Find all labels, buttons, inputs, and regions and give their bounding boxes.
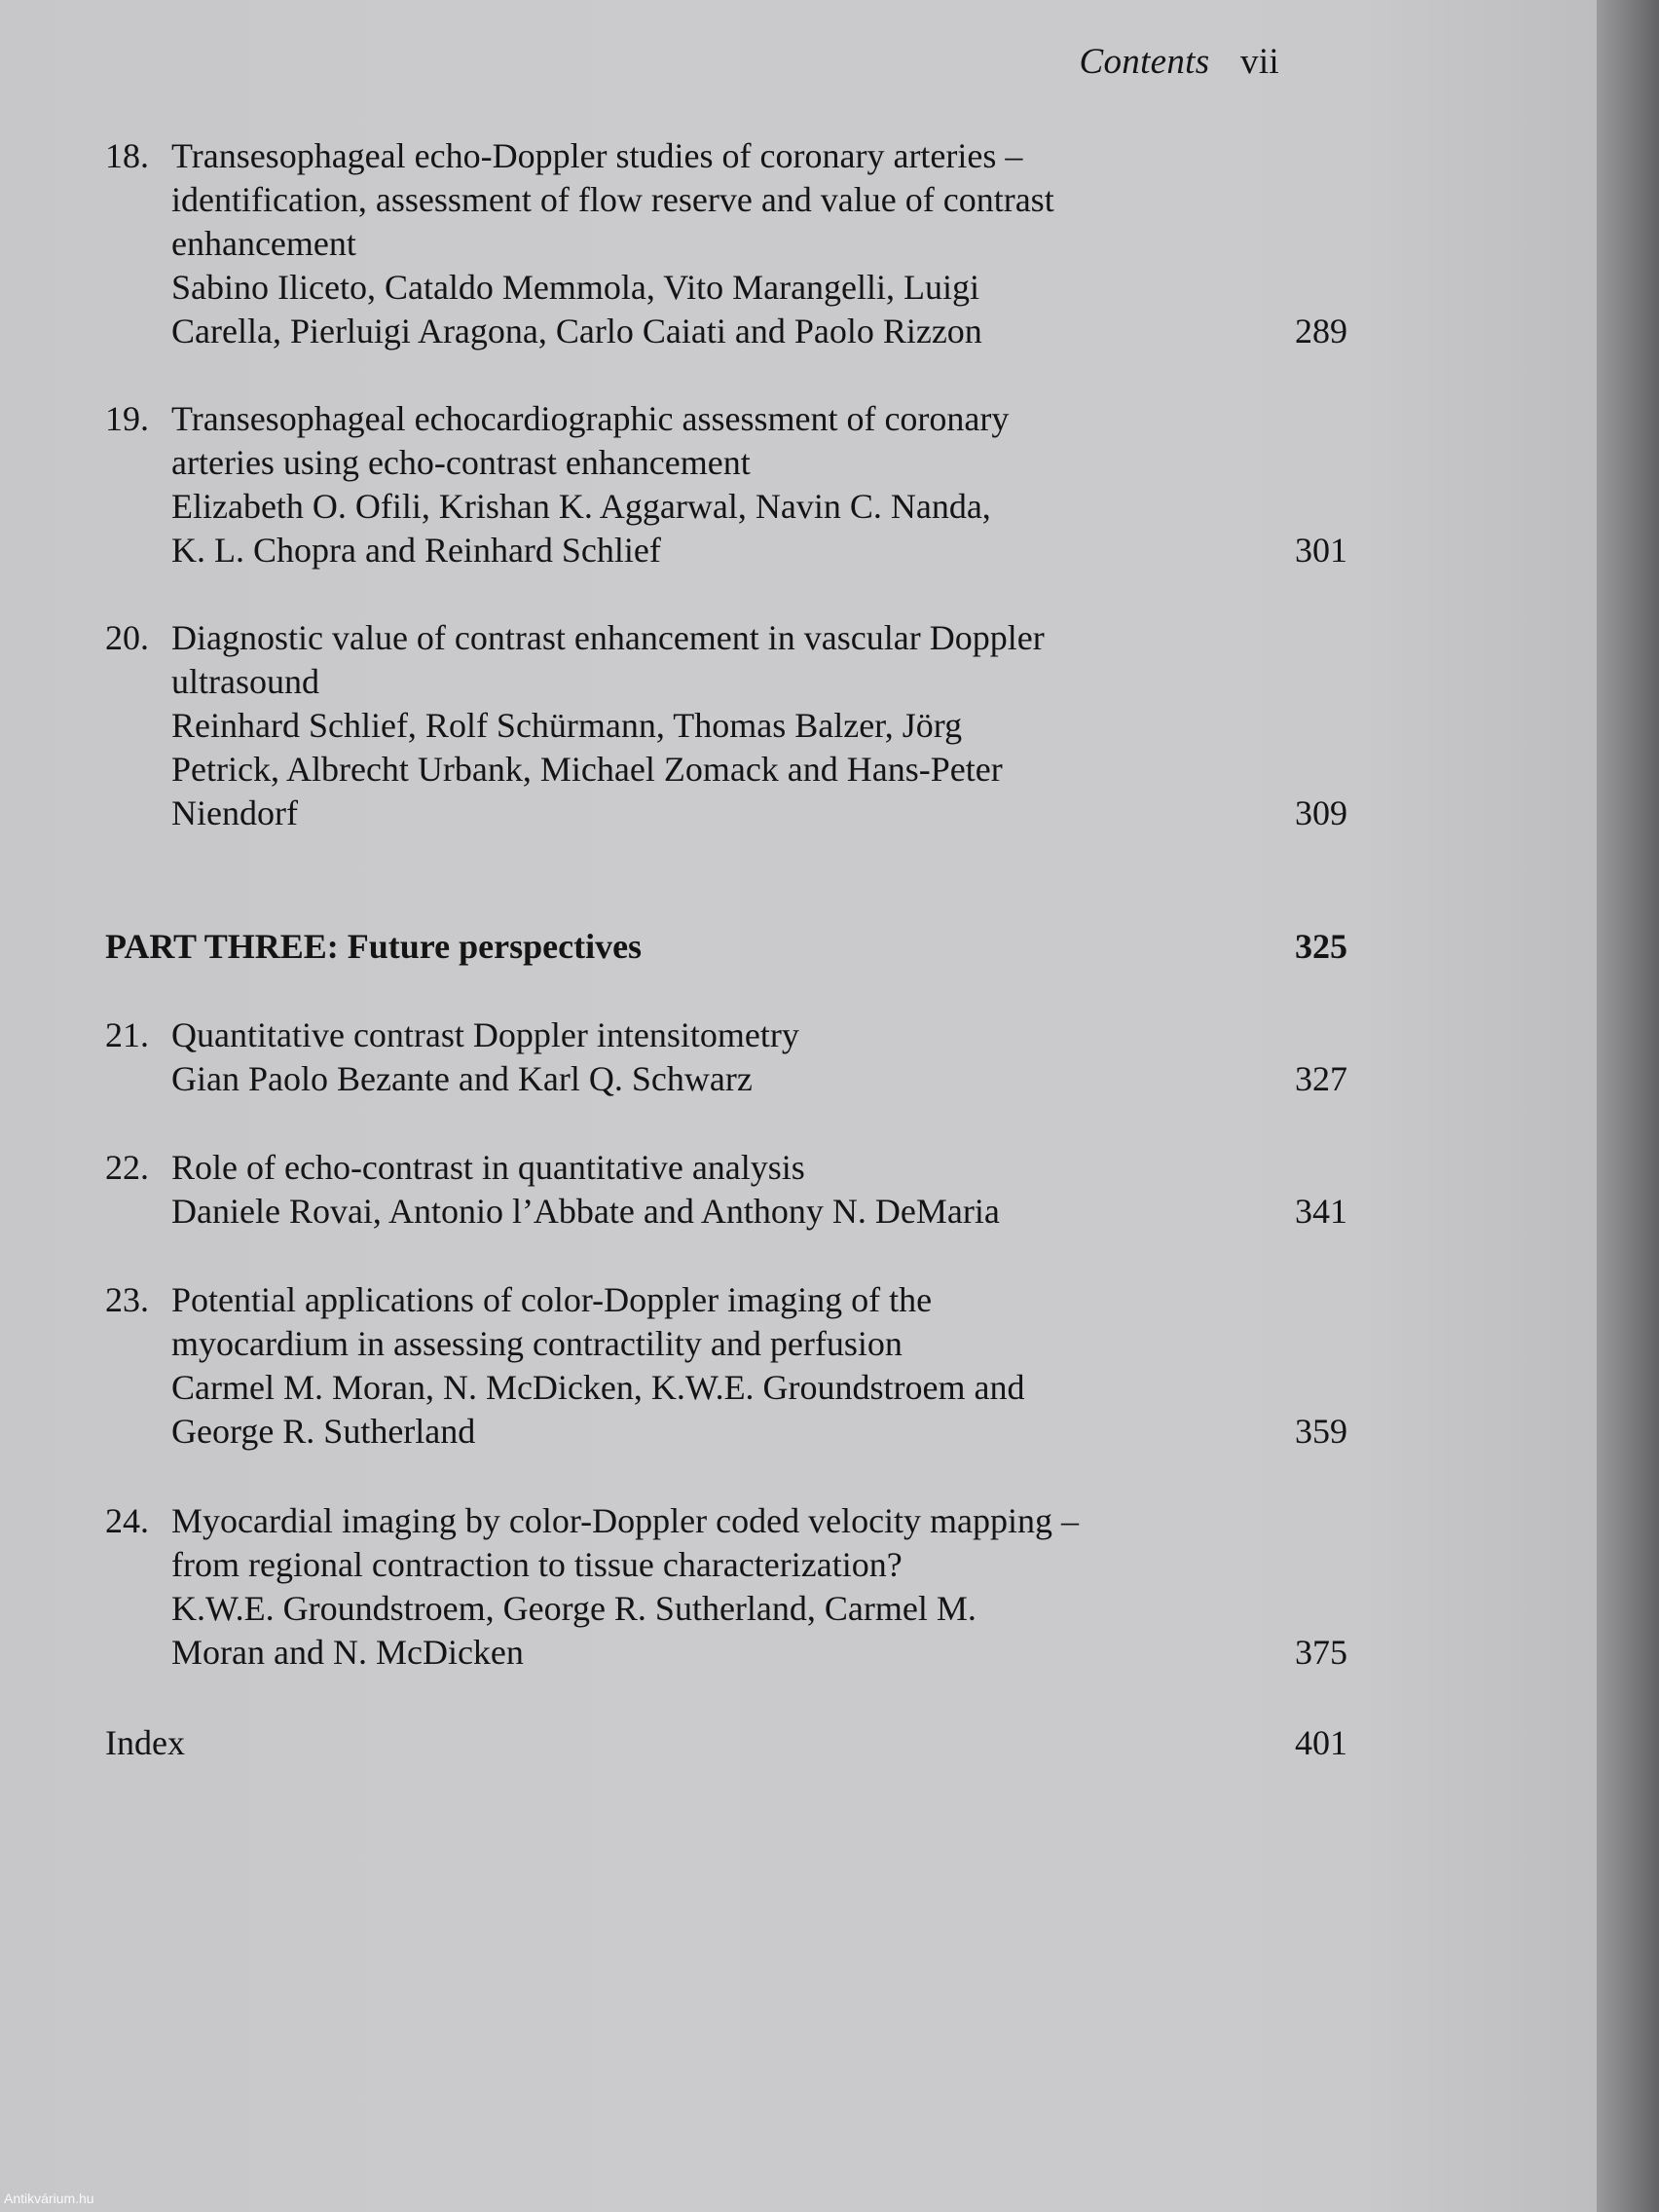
chapter-title-line: enhancement — [171, 224, 356, 263]
chapter-title-line: Diagnostic value of contrast enhancement in vascular Doppler — [171, 618, 1045, 657]
index-page-number: 401 — [1295, 1723, 1347, 1762]
running-head — [1080, 41, 1280, 83]
chapter-authors-line: Moran and N. McDicken — [171, 1633, 524, 1672]
chapter-title-line: from regional contraction to tissue characterization? — [171, 1545, 903, 1584]
chapter-title-line: Potential applications of color-Doppler imaging of the — [171, 1280, 933, 1319]
toc-entry-21 — [105, 1014, 1347, 1101]
chapter-page-number: 301 — [1295, 531, 1347, 570]
chapter-number: 22. — [105, 1148, 149, 1187]
part-heading: PART THREE: Future perspectives — [105, 927, 643, 966]
chapter-title-line: Role of echo-contrast in quantitative analysis — [171, 1148, 805, 1187]
toc-entry-24 — [105, 1499, 1347, 1675]
toc-entry-18 — [105, 134, 1347, 353]
chapter-title-line: arteries using echo-contrast enhancement — [171, 443, 751, 482]
chapter-authors-line: K. L. Chopra and Reinhard Schlief — [171, 531, 661, 570]
chapter-authors-line: Carella, Pierluigi Aragona, Carlo Caiati and Paolo Rizzon — [171, 312, 982, 350]
toc-part-three — [105, 925, 1347, 969]
chapter-title-line: Quantitative contrast Doppler intensitometry — [171, 1015, 799, 1054]
chapter-number: 18. — [105, 136, 149, 175]
chapter-title-line: Transesophageal echo-Doppler studies of coronary arteries – — [171, 136, 1023, 175]
page-edge-shadow — [1597, 0, 1659, 2212]
toc-index — [105, 1721, 1347, 1765]
toc-entry-22 — [105, 1146, 1347, 1234]
toc-entry-23 — [105, 1278, 1347, 1454]
running-head-title: Contents — [1079, 42, 1210, 82]
site-watermark: Antikvárium.hu — [4, 2191, 94, 2206]
chapter-number: 20. — [105, 618, 149, 657]
chapter-page-number: 359 — [1295, 1412, 1347, 1451]
toc-entry-20 — [105, 616, 1347, 835]
chapter-authors-line: George R. Sutherland — [171, 1412, 476, 1451]
chapter-page-number: 375 — [1295, 1633, 1347, 1672]
chapter-page-number: 289 — [1295, 312, 1347, 350]
chapter-authors-line: Reinhard Schlief, Rolf Schürmann, Thomas Balzer, Jörg — [171, 706, 963, 745]
index-label: Index — [105, 1723, 185, 1762]
chapter-title-line: Transesophageal echocardiographic assessment of coronary — [171, 399, 1010, 438]
chapter-number: 21. — [105, 1015, 149, 1054]
chapter-title-line: identification, assessment of flow reserve and value of contrast — [171, 180, 1054, 219]
chapter-page-number: 341 — [1295, 1192, 1347, 1231]
chapter-title-line: ultrasound — [171, 662, 319, 701]
chapter-authors-line: Petrick, Albrecht Urbank, Michael Zomack and Hans-Peter — [171, 750, 1003, 789]
part-page-number: 325 — [1295, 927, 1347, 966]
chapter-page-number: 327 — [1295, 1059, 1347, 1098]
chapter-page-number: 309 — [1295, 793, 1347, 832]
chapter-authors-line: Gian Paolo Bezante and Karl Q. Schwarz — [171, 1059, 753, 1098]
chapter-number: 23. — [105, 1280, 149, 1319]
chapter-authors-line: K.W.E. Groundstroem, George R. Sutherland, Carmel M. — [171, 1589, 977, 1628]
running-head-page-number: vii — [1240, 42, 1279, 82]
chapter-authors-line: Elizabeth O. Ofili, Krishan K. Aggarwal, Navin C. Nanda, — [171, 487, 991, 526]
chapter-authors-line: Sabino Iliceto, Cataldo Memmola, Vito Marangelli, Luigi — [171, 268, 980, 307]
chapter-number: 19. — [105, 399, 149, 438]
chapter-authors-line: Niendorf — [171, 793, 298, 832]
chapter-authors-line: Carmel M. Moran, N. McDicken, K.W.E. Groundstroem and — [171, 1368, 1025, 1407]
chapter-title-line: myocardium in assessing contractility and perfusion — [171, 1324, 903, 1363]
chapter-title-line: Myocardial imaging by color-Doppler coded velocity mapping – — [171, 1501, 1080, 1540]
chapter-number: 24. — [105, 1501, 149, 1540]
toc-entry-19 — [105, 397, 1347, 572]
chapter-authors-line: Daniele Rovai, Antonio l’Abbate and Anthony N. DeMaria — [171, 1192, 1000, 1231]
